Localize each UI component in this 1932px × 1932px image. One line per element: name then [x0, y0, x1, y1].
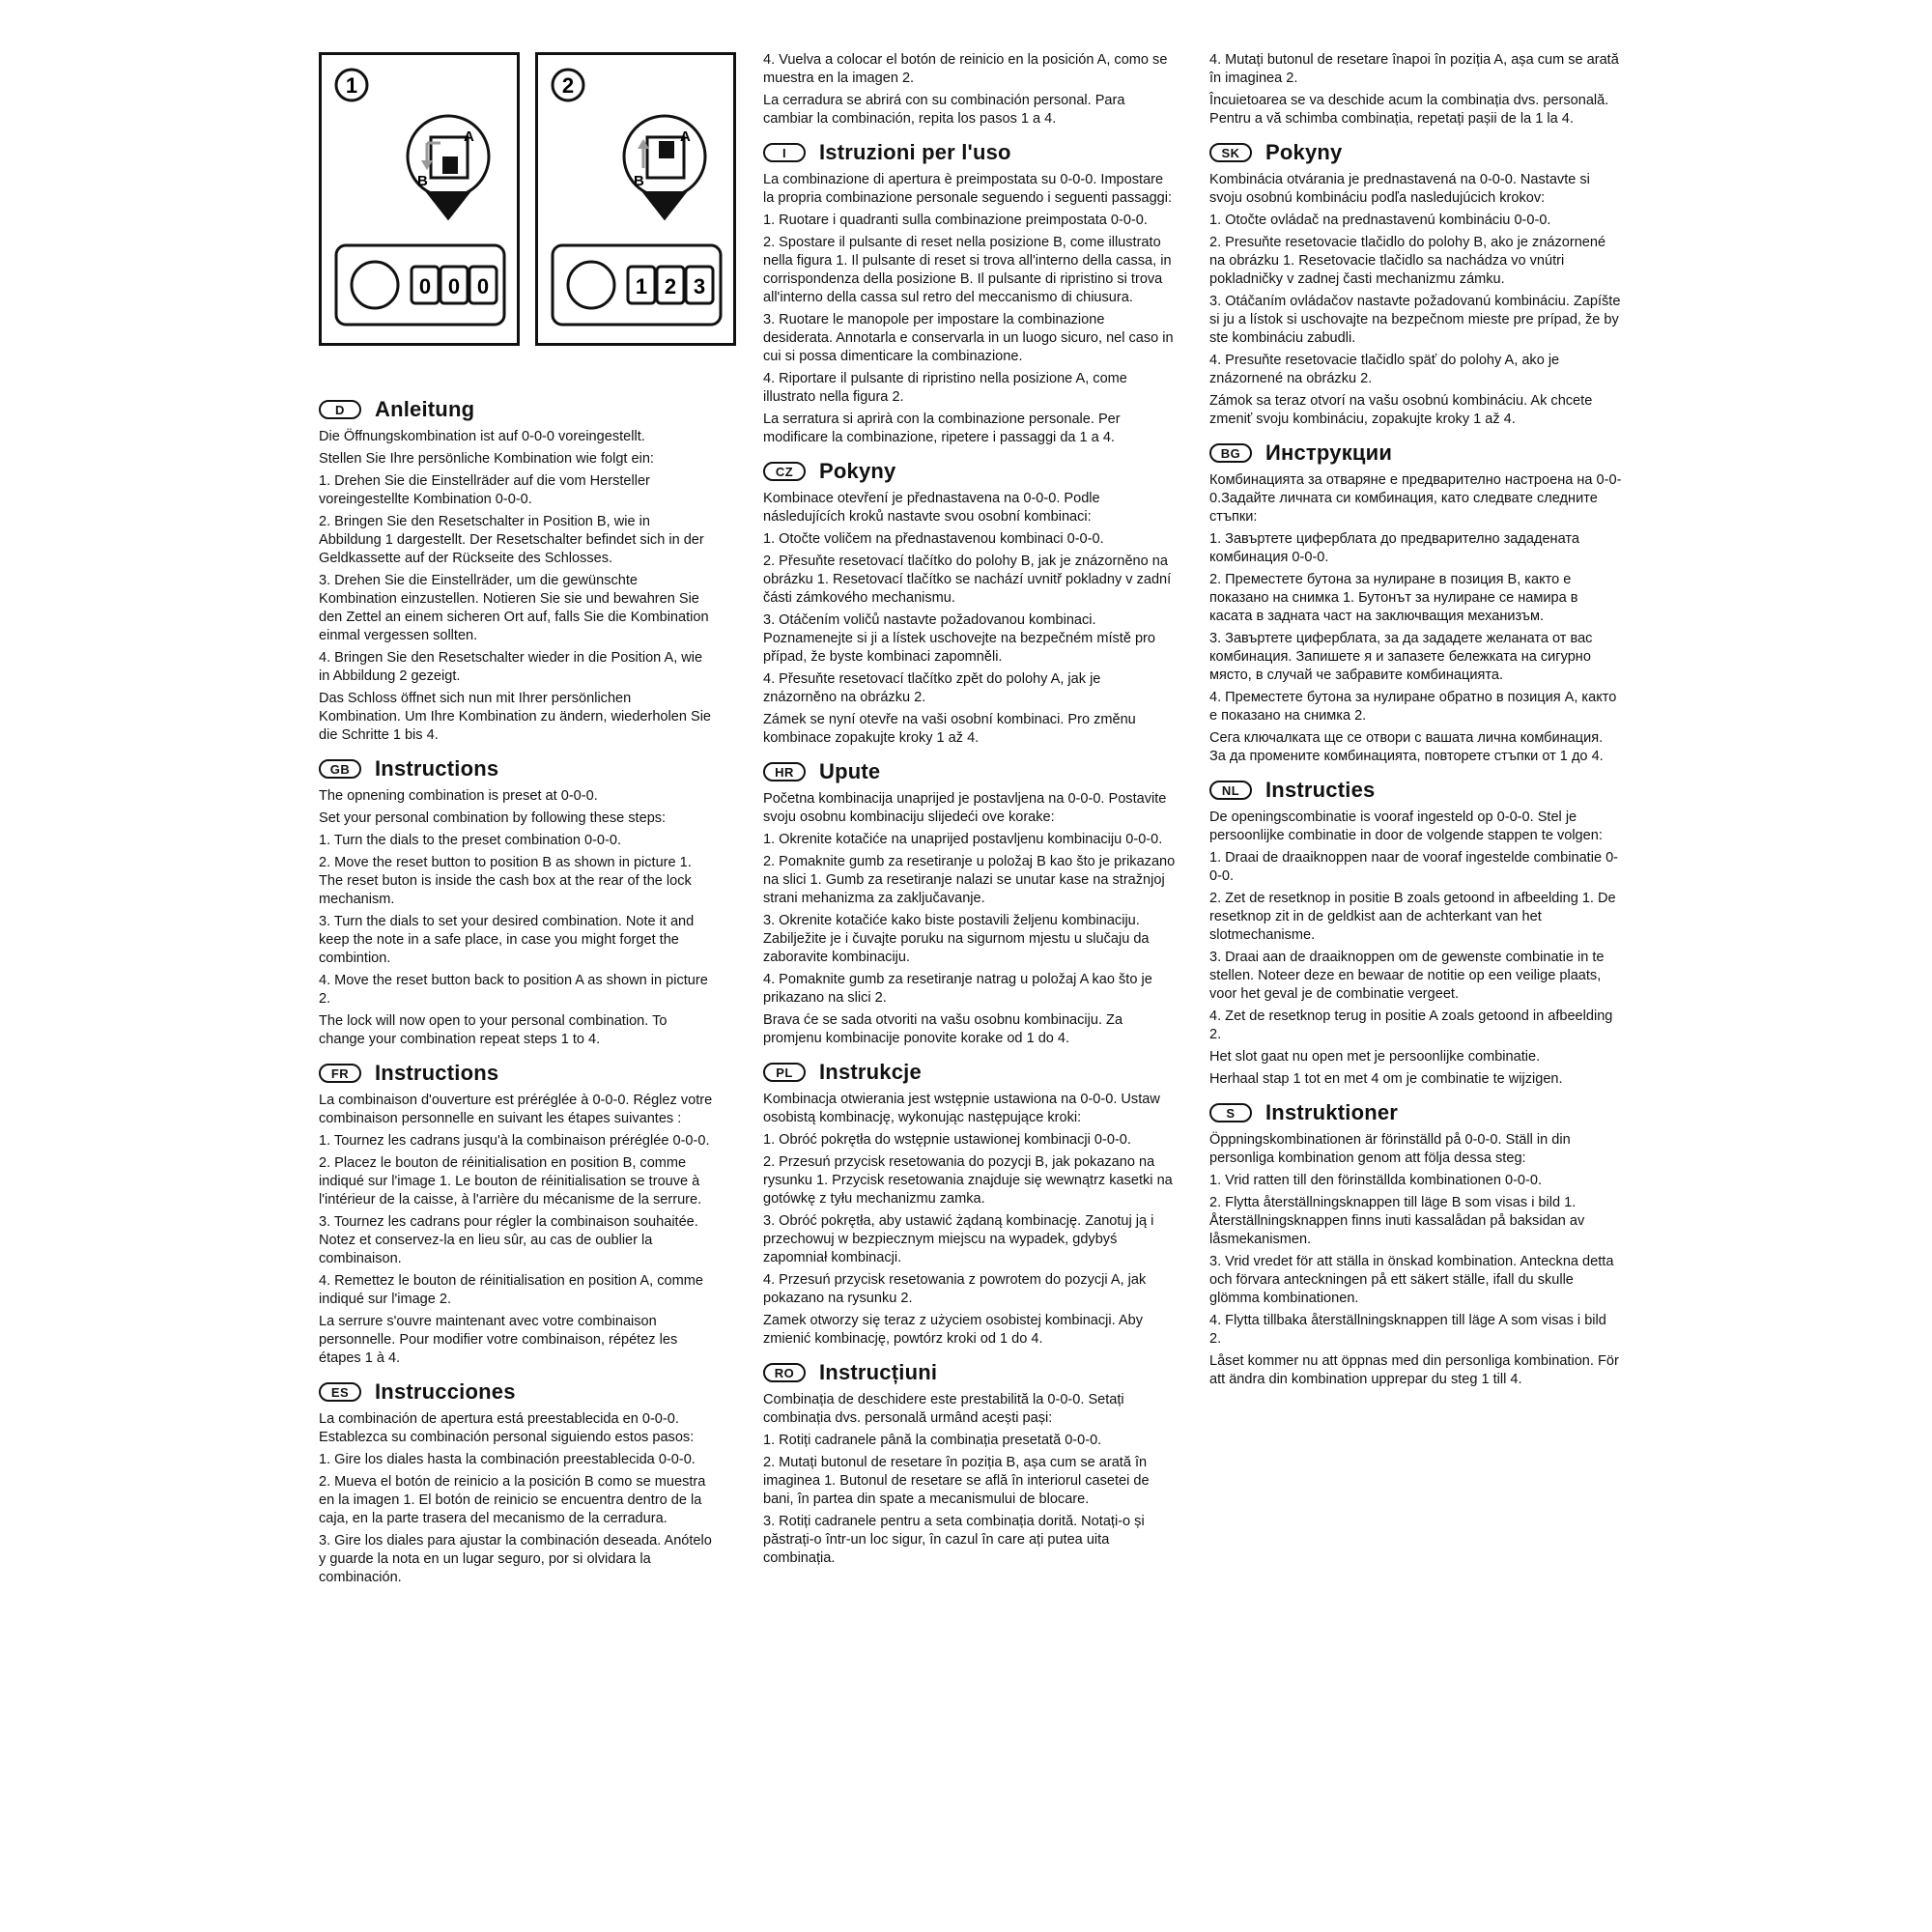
section-title: Instrucciones: [375, 1379, 516, 1404]
instruction-paragraph: 3. Rotiți cadranele pentru a seta combinația dorită. Notați-o și păstrați-o într-un loc sigur, în cazul în care ați putea uita combinația.: [763, 1513, 1145, 1566]
section-nl: [1209, 775, 1634, 1088]
instruction-paragraph: 2. Flytta återställningsknappen till läge B som visas i bild 1. Återställningsknappen finns inuti kassalådan på baksidan av låsmekanismen.: [1209, 1194, 1585, 1247]
section-header: [319, 394, 724, 425]
figure-2-drawing: [535, 52, 736, 346]
section-es: [319, 1377, 724, 1586]
instruction-paragraph: 1. Obróć pokrętła do wstępnie ustawionej kombinacji 0-0-0.: [763, 1131, 1131, 1148]
instruction-paragraph: 2. Přesuňte resetovací tlačítko do polohy B, jak je znázorněno na obrázku 1. Resetovací tlačítko se nachází uvnitř pokladny v zadní části zámkového mechanismu.: [763, 553, 1172, 606]
language-badge: RO: [763, 1363, 806, 1382]
language-badge: NL: [1209, 781, 1252, 800]
instruction-paragraph: La serratura si aprirà con la combinazione personale. Per modificare la combinazione, ripetere i passaggi da 1 a 4.: [763, 411, 1121, 445]
instruction-paragraph: Zámok sa teraz otvorí na vašu osobnú kombináciu. Ak chcete zmeniť svoju kombináciu, zopakujte kroky 1 až 4.: [1209, 392, 1593, 427]
instruction-paragraph: Комбинацията за отваряне е предварително настроена на 0-0-0.Задайте личната си комбинация, като следвате следните стъпки:: [1209, 471, 1622, 525]
instruction-paragraph: 3. Okrenite kotačiće kako biste postavili željenu kombinaciju. Zabilježite je i čuvajte poruku na sigurnom mjestu u slučaju da zaboravite kombinaciju.: [763, 912, 1150, 965]
dial-digit: 0: [476, 274, 490, 298]
section-title: Upute: [819, 759, 881, 783]
instruction-paragraph: La combinazione di apertura è preimpostata su 0-0-0. Impostare la propria combinazione personale seguendo i seguenti passaggi:: [763, 171, 1173, 206]
instruction-paragraph: Låset kommer nu att öppnas med din personliga kombination. För att ändra din kombination upprepar du steg 1 till 4.: [1209, 1352, 1619, 1387]
section-title: Instructions: [375, 756, 499, 781]
instruction-paragraph: Die Öffnungskombination ist auf 0-0-0 voreingestellt.: [319, 428, 645, 444]
instruction-paragraph: 1. Gire los diales hasta la combinación preestablecida 0-0-0.: [319, 1451, 696, 1467]
section-title: Anleitung: [375, 397, 475, 421]
instruction-paragraph: Сега ключалката ще се отвори с вашата лична комбинация. За да промените комбинацията, повторете стъпки от 1 до 4.: [1209, 729, 1604, 764]
instruction-paragraph: Öppningskombinationen är förinställd på 0-0-0. Ställ in din personliga kombination genom att följa dessa steg:: [1209, 1131, 1571, 1166]
figure-1: [319, 52, 520, 346]
instruction-paragraph: 4. Přesuňte resetovací tlačítko zpět do polohy A, jak je znázorněno na obrázku 2.: [763, 670, 1101, 705]
section-title: Инструкции: [1265, 440, 1393, 465]
language-badge: I: [763, 143, 806, 162]
section-header: [763, 137, 1188, 168]
svg-text:A: A: [680, 128, 691, 145]
instruction-paragraph: 2. Przesuń przycisk resetowania do pozycji B, jak pokazano na rysunku 1. Przycisk resetowania znajduje się wewnątrz kasetki na gotówkę z tyłu mechanizmu zamka.: [763, 1153, 1173, 1207]
section-header: [1209, 1097, 1634, 1128]
instruction-paragraph: 2. Move the reset button to position B as shown in picture 1. The reset buton is inside the cash box at the rear of the lock mechanism.: [319, 854, 692, 907]
instruction-paragraph: 3. Draai aan de draaiknoppen om de gewenste combinatie in te stellen. Noteer deze en bewaar de notitie op een veilige plaats, voor het geval je de combinatie vergeet.: [1209, 949, 1605, 1002]
instruction-paragraph: 1. Ruotare i quadranti sulla combinazione preimpostata 0-0-0.: [763, 212, 1148, 228]
instruction-paragraph: 1. Tournez les cadrans jusqu'à la combinaison préréglée 0-0-0.: [319, 1132, 710, 1149]
language-badge: BG: [1209, 443, 1252, 463]
dial-digit: 0: [447, 274, 461, 298]
figures-row: [319, 52, 724, 348]
svg-text:B: B: [417, 173, 428, 189]
section-header: [1209, 775, 1634, 806]
instruction-paragraph: Combinația de deschidere este prestabilită la 0-0-0. Setați combinația dvs. personală urmând acești pași:: [763, 1391, 1124, 1426]
section-hr: [763, 756, 1188, 1047]
instruction-paragraph: 2. Presuňte resetovacie tlačidlo do polohy B, ako je znázornené na obrázku 1. Resetovacie tlačidlo sa nachádza vo vnútri pokladničky v zadnej časti mechanizmu zámku.: [1209, 234, 1606, 287]
language-badge: HR: [763, 762, 806, 781]
instruction-paragraph: 2. Spostare il pulsante di reset nella posizione B, come illustrato nella figura 1. Il pulsante di reset si trova all'interno della cassa, in corrispondenza della posizione B. Il pulsante di ripristino si trova all'interno della cassa sul retro del meccanismo di chiusura.: [763, 234, 1172, 305]
instruction-paragraph: Kombinácia otvárania je prednastavená na 0-0-0. Nastavte si svoju osobnú kombináciu podľa nasledujúcich krokov:: [1209, 171, 1590, 206]
section-header: [763, 1357, 1188, 1388]
instruction-paragraph: Set your personal combination by following these steps:: [319, 810, 667, 826]
section-bg: [1209, 438, 1634, 765]
figure-2: [535, 52, 736, 346]
instruction-paragraph: 4. Presuňte resetovacie tlačidlo späť do polohy A, ako je znázornené na obrázku 2.: [1209, 352, 1560, 386]
instruction-paragraph: Kombinacja otwierania jest wstępnie ustawiona na 0-0-0. Ustaw osobistą kombinację, wykonując następujące kroki:: [763, 1091, 1160, 1125]
instruction-paragraph: Početna kombinacija unaprijed je postavljena na 0-0-0. Postavite svoju osobnu kombinaciju slijedeći ove korake:: [763, 790, 1167, 825]
section-i: [763, 137, 1188, 446]
instruction-paragraph: 4. Remettez le bouton de réinitialisation en position A, comme indiqué sur l'image 2.: [319, 1272, 703, 1307]
section-title: Instruktioner: [1265, 1100, 1399, 1124]
section-ro: [763, 1357, 1188, 1567]
instruction-paragraph: 3. Ruotare le manopole per impostare la combinazione desiderata. Annotarla e conservarla in un luogo sicuro, nel caso in cui si possa dimenticare la combinazione.: [763, 311, 1174, 364]
instruction-paragraph: 3. Vrid vredet för att ställa in önskad kombination. Anteckna detta och förvara anteckningen på ett säkert ställe, ifall du skulle glömma kombinationen.: [1209, 1253, 1614, 1306]
instruction-paragraph: Het slot gaat nu open met je persoonlijke combinatie.: [1209, 1048, 1541, 1065]
svg-text:A: A: [464, 128, 474, 145]
section-s: [1209, 1097, 1634, 1388]
instruction-paragraph: 4. Vuelva a colocar el botón de reinicio en la posición A, como se muestra en la imagen 2.: [763, 51, 1168, 86]
section-title: Instructies: [1265, 778, 1376, 802]
instruction-paragraph: 4. Преместете бутона за нулиране обратно в позиция A, както е показано на снимка 2.: [1209, 689, 1617, 724]
section-title: Pokyny: [1265, 140, 1343, 164]
instruction-paragraph: 3. Tournez les cadrans pour régler la combinaison souhaitée. Notez et conservez-la en lieu sûr, au cas de oublier la combinaison.: [319, 1213, 698, 1266]
instruction-paragraph: 4. Flytta tillbaka återställningsknappen till läge A som visas i bild 2.: [1209, 1312, 1606, 1347]
instruction-paragraph: 3. Otáčaním ovládačov nastavte požadovanú kombináciu. Zapíšte si ju a lístok si uschovajte na bezpečnom mieste pre prípad, že by ste kombináciu zabudli.: [1209, 293, 1621, 346]
instruction-paragraph: Zamek otworzy się teraz z użyciem osobistej kombinacji. Aby zmienić kombinację, powtórz kroki od 1 do 4.: [763, 1312, 1144, 1347]
instruction-paragraph: 3. Gire los diales para ajustar la combinación deseada. Anótelo y guarde la nota en un lugar seguro, por si olvidara la combinación.: [319, 1532, 712, 1585]
section-d: [319, 394, 724, 744]
instruction-paragraph: La cerradura se abrirá con su combinación personal. Para cambiar la combinación, repita los pasos 1 a 4.: [763, 92, 1125, 127]
instruction-paragraph: 1. Turn the dials to the preset combination 0-0-0.: [319, 832, 622, 848]
section-title: Instrukcje: [819, 1060, 922, 1084]
section-header: [763, 756, 1188, 787]
section-title: Pokyny: [819, 459, 896, 483]
column-3-flow: [1209, 50, 1634, 1392]
section-header: [763, 1057, 1188, 1088]
figure-1-number: 1: [345, 73, 358, 98]
instruction-paragraph: The lock will now open to your personal combination. To change your combination repeat steps 1 to 4.: [319, 1012, 668, 1047]
instruction-paragraph: 1. Drehen Sie die Einstellräder auf die vom Hersteller voreingestellte Kombination 0-0-0.: [319, 472, 650, 507]
section-header: [763, 456, 1188, 487]
section-header: [1209, 137, 1634, 168]
language-badge: GB: [319, 759, 361, 779]
instruction-paragraph: 3. Drehen Sie die Einstellräder, um die gewünschte Kombination einzustellen. Notieren Sie sie und bewahren Sie den Zettel an einem sicheren Ort auf, falls Sie die Kombination einmal vergessen sollten.: [319, 572, 709, 643]
section-title: Instructions: [375, 1061, 499, 1085]
instruction-paragraph: 4. Bringen Sie den Resetschalter wieder in die Position A, wie in Abbildung 2 gezeigt.: [319, 649, 703, 684]
section-pl: [763, 1057, 1188, 1348]
figure-2-number: 2: [561, 73, 575, 98]
instruction-paragraph: 2. Pomaknite gumb za resetiranje u položaj B kao što je prikazano na slici 1. Gumb za resetiranje nalazi se unutar kase na stražnjoj strani mehanizma za zaključavanje.: [763, 853, 1176, 906]
section-sk: [1209, 137, 1634, 428]
section-cz: [763, 456, 1188, 747]
section-title: Istruzioni per l'uso: [819, 140, 1011, 164]
section-ro: [1209, 50, 1634, 128]
instruction-paragraph: 4. Zet de resetknop terug in positie A zoals getoond in afbeelding 2.: [1209, 1008, 1613, 1042]
instruction-paragraph: 4. Mutați butonul de resetare înapoi în poziția A, așa cum se arată în imaginea 2.: [1209, 51, 1619, 86]
instruction-paragraph: Herhaal stap 1 tot en met 4 om je combinatie te wijzigen.: [1209, 1070, 1563, 1087]
instruction-paragraph: 1. Otočte voličem na přednastavenou kombinaci 0-0-0.: [763, 530, 1104, 547]
instruction-paragraph: 3. Otáčením voličů nastavte požadovanou kombinaci. Poznamenejte si ji a lístek uschovejte na bezpečném místě pro případ, že byste kombinaci zapomněli.: [763, 611, 1156, 665]
instruction-paragraph: 4. Pomaknite gumb za resetiranje natrag u položaj A kao što je prikazano na slici 2.: [763, 971, 1152, 1006]
instruction-paragraph: Das Schloss öffnet sich nun mit Ihrer persönlichen Kombination. Um Ihre Kombination zu ändern, wiederholen Sie die Schritte 1 bis 4.: [319, 690, 712, 743]
dial-digit: 1: [635, 274, 648, 298]
section-header: [319, 753, 724, 784]
instruction-paragraph: 1. Okrenite kotačiće na unaprijed postavljenu kombinaciju 0-0-0.: [763, 831, 1163, 847]
instruction-paragraph: 4. Riportare il pulsante di ripristino nella posizione A, come illustrato nella figura 2.: [763, 370, 1127, 405]
instruction-paragraph: Zámek se nyní otevře na vaši osobní kombinaci. Pro změnu kombinace zopakujte kroky 1 až 4.: [763, 711, 1136, 746]
dial-digit: 0: [418, 274, 432, 298]
instruction-paragraph: 3. Obróć pokrętła, aby ustawić żądaną kombinację. Zanotuj ją i przechowuj w bezpiecznym miejscu na wypadek, gdybyś zapomniał kombinacji.: [763, 1212, 1154, 1265]
instruction-paragraph: 1. Vrid ratten till den förinställda kombinationen 0-0-0.: [1209, 1172, 1543, 1188]
language-badge: CZ: [763, 462, 806, 481]
instruction-paragraph: 3. Turn the dials to set your desired combination. Note it and keep the note in a safe place, in case you might forget the combintion.: [319, 913, 695, 966]
instruction-paragraph: 1. Draai de draaiknoppen naar de vooraf ingestelde combinatie 0-0-0.: [1209, 849, 1619, 884]
instruction-paragraph: 2. Placez le bouton de réinitialisation en position B, comme indiqué sur l'image 1. Le bouton de réinitialisation se trouve à l'intérieur de la caisse, à l'arrière du mécanisme de la serrure.: [319, 1154, 702, 1208]
instruction-paragraph: De openingscombinatie is vooraf ingesteld op 0-0-0. Stel je persoonlijke combinatie in door de volgende stappen te volgen:: [1209, 809, 1603, 843]
dial-digit: 2: [664, 274, 677, 298]
instruction-paragraph: 2. Mutați butonul de resetare în poziția B, așa cum se arată în imaginea 1. Butonul de resetare se află în interiorul casetei de bani, în partea din spate a mecanismului de blocare.: [763, 1454, 1150, 1507]
instruction-paragraph: Încuietoarea se va deschide acum la combinația dvs. personală. Pentru a vă schimba combinația, repetați pașii de la 1 la 4.: [1209, 92, 1609, 127]
instruction-paragraph: La serrure s'ouvre maintenant avec votre combinaison personnelle. Pour modifier votre combinaison, répétez les étapes 1 à 4.: [319, 1313, 678, 1366]
section-header: [1209, 438, 1634, 469]
language-badge: SK: [1209, 143, 1252, 162]
section-header: [319, 1058, 724, 1089]
section-fr: [319, 1058, 724, 1367]
instruction-paragraph: 3. Завъртете циферблата, за да зададете желаната от вас комбинация. Запишете я и запазете бележката на сигурно място, в случай че забравите комбинацията.: [1209, 630, 1593, 683]
svg-text:B: B: [634, 173, 644, 189]
keyhole-icon: [352, 262, 398, 308]
instruction-paragraph: La combinación de apertura está preestablecida en 0-0-0. Establezca su combinación personal siguiendo estos pasos:: [319, 1410, 695, 1445]
column-2-flow: [763, 50, 1188, 1571]
language-badge: PL: [763, 1063, 806, 1082]
dial-digit: 3: [693, 274, 706, 298]
instruction-paragraph: Kombinace otevření je přednastavena na 0-0-0. Podle následujících kroků nastavte svou osobní kombinaci:: [763, 490, 1100, 525]
instruction-paragraph: Brava će se sada otvoriti na vašu osobnu kombinaciju. Za promjenu kombinacije ponovite korake od 1 do 4.: [763, 1011, 1123, 1046]
section-header: [319, 1377, 724, 1407]
instruction-paragraph: La combinaison d'ouverture est préréglée à 0-0-0. Réglez votre combinaison personnelle en suivant les étapes suivantes :: [319, 1092, 713, 1126]
instruction-paragraph: 1. Otočte ovládač na prednastavenú kombináciu 0-0-0.: [1209, 212, 1551, 228]
language-badge: D: [319, 400, 361, 419]
instruction-paragraph: 4. Przesuń przycisk resetowania z powrotem do pozycji A, jak pokazano na rysunku 2.: [763, 1271, 1147, 1306]
instruction-paragraph: 2. Bringen Sie den Resetschalter in Position B, wie in Abbildung 1 dargestellt. Der Resetschalter befindet sich in der Geldkassette auf der Rückseite des Schlosses.: [319, 513, 704, 566]
column-1-flow: [319, 384, 724, 1590]
instruction-paragraph: 1. Завъртете циферблата до предварително зададената комбинация 0-0-0.: [1209, 530, 1579, 565]
section-title: Instrucțiuni: [819, 1360, 938, 1384]
section-gb: [319, 753, 724, 1048]
instruction-paragraph: The opnening combination is preset at 0-0-0.: [319, 787, 598, 804]
instruction-paragraph: 4. Move the reset button back to position A as shown in picture 2.: [319, 972, 708, 1007]
language-badge: ES: [319, 1382, 361, 1402]
instruction-paragraph: 2. Mueva el botón de reinicio a la posición B como se muestra en la imagen 1. El botón de reinicio se encuentra dentro de la caja, en la parte trasera del mecanismo de la cerradura.: [319, 1473, 706, 1526]
instruction-paragraph: 1. Rotiți cadranele până la combinația presetată 0-0-0.: [763, 1432, 1102, 1448]
figure-1-drawing: [319, 52, 520, 346]
instruction-paragraph: Stellen Sie Ihre persönliche Kombination wie folgt ein:: [319, 450, 654, 467]
instruction-paragraph: 2. Преместете бутона за нулиране в позиция B, както е показано на снимка 1. Бутонът за нулиране се намира в касата в задната част на заключващия механизъм.: [1209, 571, 1578, 624]
keyhole-icon: [568, 262, 614, 308]
language-badge: FR: [319, 1064, 361, 1083]
language-badge: S: [1209, 1103, 1252, 1122]
instruction-paragraph: 2. Zet de resetknop in positie B zoals getoond in afbeelding 1. De resetknop zit in de geldkist aan de achterkant van het slotmechanisme.: [1209, 890, 1616, 943]
section-es: [763, 50, 1188, 128]
